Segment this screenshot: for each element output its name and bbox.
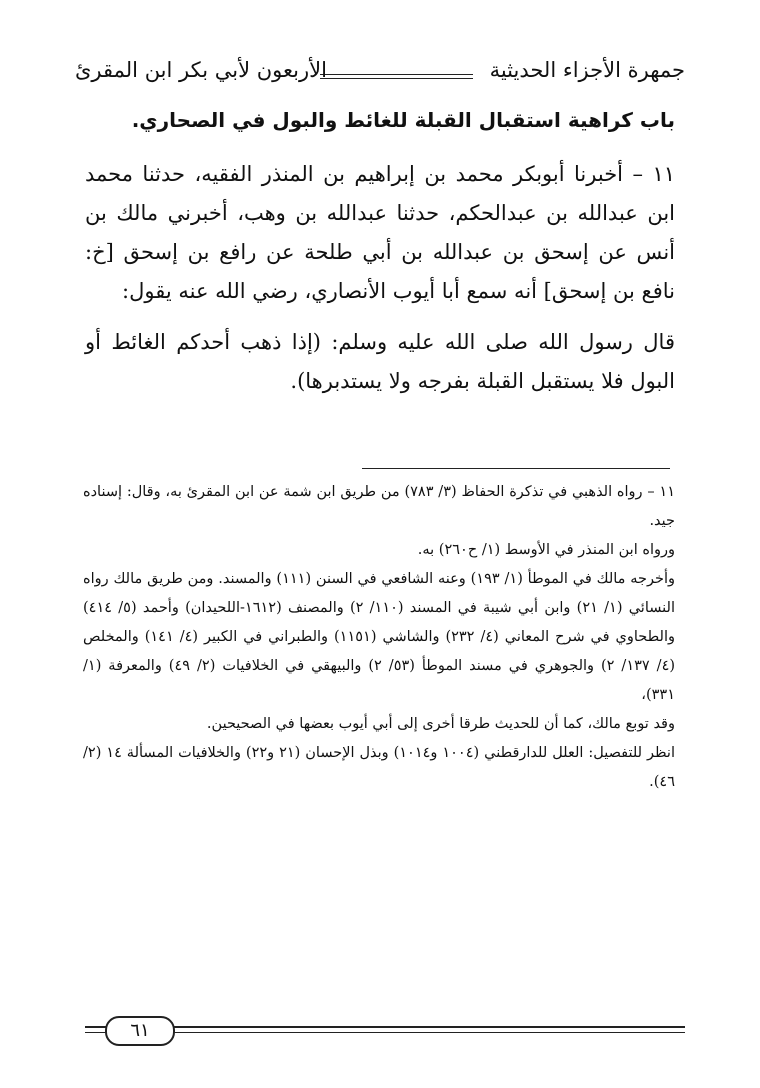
- page-footer: [85, 1010, 685, 1070]
- footnote-line: وأخرجه مالك في الموطأ (١/ ١٩٣) وعنه الشافعي في السنن (١١١) والمسند. ومن طريق مالك رواه النسائي (١/ ٢١) وابن أبي شيبة في المسند (١١٠/ ٢) والمصنف (١٦١٢-اللحيدان) وأحمد (٥/ ٤١٤) والطحاوي في شرح المعاني (٤/ ٢٣٢) والشاشي (١١٥١) والطبراني في الكبير (٤/ ١٤١) والمخلص (٤/ ١٣٧/ ٢) والجوهري في مسند الموطأ (٥٣/ ٢) والبيهقي في الخلافيات (٢/ ٤٩) والمعرفة (١/ ٣٣١)،: [83, 571, 676, 703]
- chapter-title: باب كراهية استقبال القبلة للغائط والبول في الصحاري.: [131, 108, 675, 132]
- book-title: الأربعون لأبي بكر ابن المقرئ: [75, 58, 327, 82]
- footnotes: [83, 478, 675, 797]
- header-rule: [320, 74, 473, 79]
- hadith-matn: قال رسول الله صلى الله عليه وسلم: (إذا ذهب أحدكم الغائط أو البول فلا يستقبل القبلة بفرجه ولا يستدبرها).: [85, 330, 675, 393]
- running-header: [75, 54, 685, 94]
- footer-rule: [85, 1026, 685, 1028]
- footnote-line: ١١ – رواه الذهبي في تذكرة الحفاظ (٣/ ٧٨٣) من طريق ابن شمة عن ابن المقرئ به، وقال: إسناده جيد.: [83, 484, 675, 529]
- series-title: جمهرة الأجزاء الحديثية: [489, 58, 685, 82]
- footnote-line: ورواه ابن المنذر في الأوسط (١/ ح٢٦٠) به.: [417, 542, 675, 558]
- page-number: ٦١: [105, 1016, 175, 1046]
- footnote-line: وقد توبع مالك، كما أن للحديث طرقا أخرى إلى أبي أيوب بعضها في الصحيحين.: [206, 716, 675, 732]
- footer-rule: [85, 1032, 685, 1033]
- hadith-text: [85, 155, 675, 401]
- footnote-separator: [362, 468, 670, 469]
- hadith-isnad: ١١ – أخبرنا أبوبكر محمد بن إبراهيم بن المنذر الفقيه، حدثنا محمد ابن عبدالله بن عبدالحكم، حدثنا عبدالله بن وهب، أخبرني مالك بن أنس عن إسحق بن عبدالله بن أبي طلحة عن رافع بن إسحق [خ: نافع بن إسحق] أنه سمع أبا أيوب الأنصاري، رضي الله عنه يقول:: [85, 162, 675, 303]
- footnote-line: انظر للتفصيل: العلل للدارقطني (١٠٠٤ و١٠١٤) وبذل الإحسان (٢١ و٢٢) والخلافيات المسألة ١٤ (٢/ ٤٦).: [83, 745, 675, 790]
